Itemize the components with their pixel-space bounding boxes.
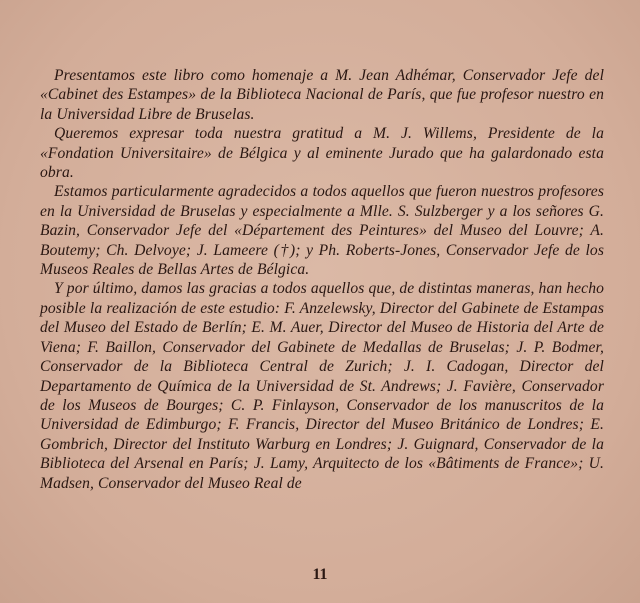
paragraph-thanks: Y por último, damos las gracias a todos aquellos que, de distintas maneras, han hecho posible la realización de este estudio: F. Anzelewsky, Director del Gabinete de Estampas del Museo del Estado de Berlín; E. M. Auer, Director del Museo de Historia del Arte de Viena; F. Baillon, Conservador del Gabinete de Medallas de Bruselas; J. P. Bodmer, Conservador de la Biblioteca Central de Zurich; J. I. Cadogan, Director del Departamento de Química de la Universidad de St. Andrews; J. Favière, Conservador de los Museos de Bourges; C. P. Finlayson, Conservador de los manuscritos de la Universidad de Edimburgo; F. Francis, Director del Museo Británico de Londres; E. Gombrich, Director del Instituto Warburg en Londres; J. Guignard, Conservador de la Biblioteca del Arsenal en París; J. Lamy, Arquitecto de los «Bâtiments de France»; U. Madsen, Conservador del Museo Real de — [40, 280, 604, 492]
page-number: 11 — [312, 566, 328, 583]
paragraph-gratitude: Queremos expresar toda nuestra gratitud a M. J. Willems, Presidente de la «Fondation Universitaire» de Bélgica y al eminente Jurado que ha galardonado esta obra. — [40, 125, 604, 182]
paragraph-professors: Estamos particularmente agradecidos a todos aquellos que fueron nuestros profesores en la Universidad de Bruselas y especialmente a Mlle. S. Sulzberger y a los señores G. Bazin, Conservador Jefe del «Département des Peintures» del Museo del Louvre; A. Boutemy; Ch. Delvoye; J. Lameere (†); y Ph. Roberts-Jones, Conservador Jefe de los Museos Reales de Bellas Artes de Bélgica. — [40, 183, 604, 279]
acknowledgements-text — [40, 66, 604, 493]
paragraph-dedication: Presentamos este libro como homenaje a M. Jean Adhémar, Conservador Jefe del «Cabinet des Estampes» de la Biblioteca Nacional de París, que fue profesor nuestro en la Universidad Libre de Bruselas. — [40, 67, 604, 123]
